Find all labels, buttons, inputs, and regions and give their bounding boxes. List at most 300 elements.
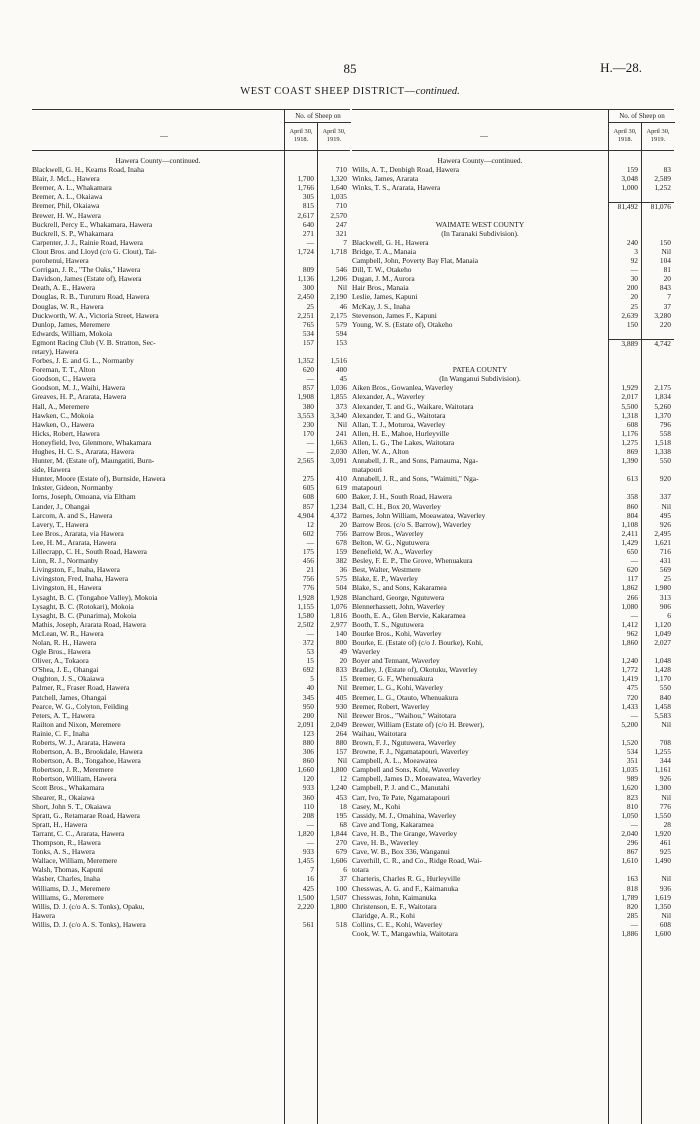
value-1918: 305 — [302, 193, 314, 202]
row-name: Robertson, A. B., Brookdale, Hawera — [32, 748, 143, 757]
table-row — [32, 766, 350, 775]
table-row — [32, 321, 350, 330]
section-heading — [352, 366, 674, 375]
value-1919: 1,550 — [654, 811, 671, 820]
value-1919: 2,570 — [330, 211, 347, 220]
table-row — [352, 184, 674, 193]
value-1919: 337 — [659, 493, 671, 502]
value-1919: 2,589 — [654, 175, 671, 184]
row-name: Campbell, James D., Moeawatea, Waverley — [352, 775, 481, 784]
value-1918: 266 — [626, 593, 638, 602]
table-row — [352, 312, 674, 321]
row-name: Cook, W. T., Mangawhia, Waitotara — [352, 929, 458, 938]
value-1918: — — [306, 438, 314, 447]
table-row — [352, 166, 674, 175]
table-row — [32, 566, 350, 575]
value-1919: 920 — [659, 475, 671, 484]
value-1918: 810 — [626, 802, 638, 811]
value-1919: 1,834 — [654, 393, 671, 402]
value-1919 — [317, 157, 350, 166]
value-1919: 247 — [335, 220, 347, 229]
table-row — [32, 466, 350, 475]
table-row — [32, 612, 350, 621]
value-1919: 550 — [659, 457, 671, 466]
table-row — [32, 557, 350, 566]
value-1918: 175 — [302, 548, 314, 557]
header-dash: — — [480, 131, 488, 140]
row-name: retary), Hawera — [32, 347, 79, 356]
table-row — [32, 439, 350, 448]
table-row — [352, 639, 674, 648]
value-1919: 431 — [659, 557, 671, 566]
value-1918: 1,929 — [621, 384, 638, 393]
table-row — [352, 239, 674, 248]
row-name: Booth, T. S., Ngutuwera — [352, 620, 424, 629]
table-row — [352, 648, 674, 657]
value-1919: 2,175 — [330, 311, 347, 320]
row-name: Palmer, R., Fraser Road, Hawera — [32, 684, 130, 693]
value-1919: 608 — [659, 920, 671, 929]
row-name: Inkster, Gideon, Normanby — [32, 484, 113, 493]
value-1918: 1,520 — [621, 739, 638, 747]
table-row — [32, 921, 350, 930]
section-heading — [352, 221, 674, 230]
table-row — [352, 575, 674, 584]
value-1918 — [284, 466, 317, 475]
section-heading — [352, 157, 674, 166]
table-row — [32, 293, 350, 302]
row-name: Robertson, A. B., Tongahoe, Hawera — [32, 757, 141, 766]
row-name: Duckworth, W. A., Victoria Street, Hawera — [32, 311, 159, 320]
value-1918 — [608, 466, 641, 475]
value-1918: 1,108 — [621, 520, 638, 529]
value-1918: 1,176 — [621, 429, 638, 438]
value-1918: 776 — [302, 584, 314, 593]
row-name — [352, 202, 608, 211]
row-name: Bremer, G. F., Whenuakura — [352, 675, 434, 684]
value-1918: 360 — [302, 793, 314, 802]
value-1918: 208 — [302, 811, 314, 820]
table-row — [352, 657, 674, 666]
table-row — [32, 393, 350, 402]
row-name: Mathis, Joseph, Ararata Road, Hawera — [32, 620, 146, 629]
table-row — [352, 830, 674, 839]
section-heading — [352, 375, 674, 384]
value-1918: 765 — [302, 320, 314, 329]
row-name: Alexander, T. and G., Waitotara — [352, 411, 446, 420]
value-1919: 159 — [335, 548, 347, 557]
value-1919: 195 — [335, 811, 347, 820]
value-1919: 45 — [339, 375, 347, 384]
value-1918: 30 — [630, 275, 638, 284]
table-row — [352, 857, 674, 866]
table-row — [352, 739, 674, 748]
table-row — [352, 675, 674, 684]
table-row — [32, 484, 350, 493]
table-row — [352, 748, 674, 757]
row-name: Hair Bros., Manaia — [352, 284, 409, 293]
value-1918: 1,419 — [621, 675, 638, 684]
value-1919: 1,490 — [654, 857, 671, 866]
row-name — [352, 339, 608, 348]
row-name: Forbes, J. E. and G. L., Normanby — [32, 357, 134, 366]
value-1919: 1,600 — [654, 929, 671, 938]
row-name: Cave and Tong, Kakaramea — [352, 820, 434, 829]
row-name: Douglas, W. R., Hawera — [32, 302, 104, 311]
value-1918: 3 — [634, 247, 638, 256]
table-row — [352, 839, 674, 848]
value-1919 — [641, 866, 674, 875]
value-1918: 5,500 — [621, 402, 638, 411]
value-1919 — [641, 157, 674, 166]
row-name: Alexander, A., Waverley — [352, 393, 425, 402]
row-name: Bradley, J. (Estate of), Okotuku, Waverley — [352, 666, 478, 675]
table-row — [352, 248, 674, 257]
row-name: Bremer, L. G., Kohi, Waverley — [352, 684, 444, 693]
row-name: Best, Walter, Westmere — [352, 566, 421, 575]
value-1919: 3,340 — [330, 411, 347, 420]
row-name: Davidson, James (Estate of), Hawera — [32, 275, 142, 284]
row-name: Oughton, J. S., Okaiawa — [32, 675, 105, 684]
value-1919: 678 — [335, 538, 347, 547]
value-1918: 200 — [302, 711, 314, 720]
value-1919: Nil — [661, 911, 671, 920]
value-1919: 81,076 — [641, 202, 674, 211]
value-1918: 380 — [302, 402, 314, 411]
row-name: Livingston, H., Hawera — [32, 584, 102, 593]
value-1919: Nil — [661, 247, 671, 256]
value-1918: 2,411 — [621, 529, 638, 538]
table-row — [32, 875, 350, 884]
value-1918: 620 — [302, 366, 314, 375]
value-1919 — [641, 366, 674, 375]
table-row — [32, 184, 350, 193]
value-1919: 1,800 — [330, 902, 347, 911]
value-1918: 296 — [626, 839, 638, 848]
left-table-header — [32, 109, 350, 151]
row-name: O'Shea, J. E., Ohangai — [32, 666, 99, 675]
value-1919: 321 — [335, 229, 347, 238]
value-1919: 15 — [339, 675, 347, 684]
table-row — [352, 794, 674, 803]
value-1918: 857 — [302, 502, 314, 511]
table-row — [32, 284, 350, 293]
value-1918: 869 — [626, 448, 638, 456]
row-name: Pearce, W. G., Colyton, Feilding — [32, 702, 129, 711]
value-1919: 1,800 — [330, 766, 347, 775]
row-name: Winks, T. S., Ararata, Hawera — [352, 184, 441, 193]
value-1919 — [641, 730, 674, 739]
value-1918: 823 — [626, 793, 638, 802]
table-row — [32, 384, 350, 393]
value-1919: 796 — [659, 420, 671, 429]
row-name: porohenui, Hawera — [32, 257, 89, 266]
value-1919: 906 — [659, 602, 671, 611]
table-row — [352, 421, 674, 430]
row-name: Annabell, J. R., and Sons, "Waimiti," Nga- — [352, 475, 479, 484]
value-1918: 650 — [626, 548, 638, 557]
value-1918: — — [630, 611, 638, 620]
value-1918: 804 — [626, 511, 638, 520]
table-row — [32, 848, 350, 857]
table-row — [32, 839, 350, 848]
table-row — [32, 266, 350, 275]
value-1919: 150 — [659, 238, 671, 247]
value-1919: 1,252 — [654, 184, 671, 193]
value-1918: 602 — [302, 529, 314, 538]
value-1918: 3,889 — [608, 339, 641, 348]
value-1918: 1,412 — [621, 620, 638, 629]
value-1918: 16 — [306, 875, 314, 884]
value-1919: 410 — [335, 475, 347, 484]
row-name: Bridge, T. A., Manaia — [352, 247, 416, 256]
row-name: Oliver, A., Tokaora — [32, 657, 89, 666]
value-1919: Nil — [337, 711, 347, 720]
value-1918: 1,908 — [297, 393, 314, 402]
table-row — [32, 548, 350, 557]
row-name: Honeyfield, Ivo, Glenmore, Whakamara — [32, 438, 152, 447]
value-1918: 1,886 — [621, 929, 638, 938]
value-1919: 925 — [659, 848, 671, 857]
right-table-header — [352, 109, 674, 151]
value-1919: 20 — [339, 657, 347, 666]
table-row — [352, 484, 674, 493]
row-name: Ogle Bros., Hawera — [32, 648, 91, 657]
row-name: Lysaght, B. C. (Rotokari), Mokoia — [32, 602, 134, 611]
value-1918: 2,220 — [297, 902, 314, 911]
row-name: Hicks, Robert, Hawera — [32, 429, 100, 438]
row-name: Cave, W. B., Box 336, Wanganui — [352, 848, 450, 857]
value-1919: Nil — [337, 284, 347, 293]
value-1919: 157 — [335, 748, 347, 757]
value-1919: 264 — [335, 729, 347, 738]
row-name: Bremer, A. L., Okaiawa — [32, 193, 103, 202]
row-name: Clout Bros. and Lloyd (c/o G. Clout), Tai- — [32, 247, 157, 256]
value-1918: 21 — [306, 566, 314, 575]
value-1918: 15 — [306, 657, 314, 666]
row-name: Brewer, William (Estate of) (c/o H. Brewer), — [352, 720, 485, 729]
value-1918: — — [306, 538, 314, 547]
value-1918 — [608, 221, 641, 230]
page-number: 85 — [343, 61, 357, 76]
row-name: Corrigan, J. R., "The Oaks," Hawera — [32, 266, 141, 275]
row-name: Hawken, O., Hawera — [32, 420, 95, 429]
value-1918: 561 — [302, 920, 314, 929]
table-row — [32, 784, 350, 793]
value-1918 — [284, 166, 317, 175]
table-row — [32, 603, 350, 612]
value-1919: 453 — [335, 793, 347, 802]
value-1919: 1,718 — [330, 247, 347, 256]
row-name: Alexander, T. and G., Waikare, Waitotara — [352, 402, 474, 411]
table-row — [32, 521, 350, 530]
col-1918-heading: April 30, 1918. — [608, 122, 641, 150]
table-row — [352, 894, 674, 903]
value-1918: — — [306, 238, 314, 247]
value-1919: 1,507 — [330, 893, 347, 902]
value-1919: 1,320 — [330, 175, 347, 184]
value-1919: 5,583 — [654, 711, 671, 720]
row-name: McKay, J. S., Inaha — [352, 302, 411, 311]
row-name: Benefield, W. A., Waverley — [352, 548, 433, 557]
value-1918: 425 — [302, 884, 314, 893]
table-row — [352, 921, 674, 930]
row-name: Patchell, James, Ohangai — [32, 693, 107, 702]
table-row — [32, 448, 350, 457]
value-1919: 619 — [335, 484, 347, 493]
row-name: Brewer, H. W., Hawera — [32, 211, 101, 220]
sheep-heading: No. of Sheep on — [608, 110, 675, 123]
table-row — [32, 648, 350, 657]
value-1918: 620 — [626, 566, 638, 575]
value-1918: 20 — [630, 293, 638, 302]
table-row — [352, 430, 674, 439]
row-name: Allen, H. E., Mahoe, Hurleyville — [352, 429, 450, 438]
value-1918: 1,155 — [297, 602, 314, 611]
value-1918: 475 — [626, 684, 638, 693]
value-1918: 818 — [626, 884, 638, 893]
table-row — [352, 175, 674, 184]
table-row — [32, 503, 350, 512]
row-name: Barrow Bros. (c/o S. Barrow), Waverley — [352, 520, 472, 529]
table-row — [32, 366, 350, 375]
table-row — [352, 766, 674, 775]
table-row — [352, 594, 674, 603]
section-heading — [32, 157, 350, 166]
row-name: Dugan, J. M., Aurora — [352, 275, 415, 284]
row-name: Blake, E. P., Waverley — [352, 575, 418, 584]
value-1918 — [608, 375, 641, 384]
table-row — [32, 684, 350, 693]
table-row — [352, 384, 674, 393]
value-1918: 170 — [302, 429, 314, 438]
left-table-body — [32, 151, 350, 1124]
table-row — [32, 748, 350, 757]
row-name: Lillecrapp, C. H., South Road, Hawera — [32, 548, 147, 557]
value-1919: 3,280 — [654, 311, 671, 320]
table-row — [352, 557, 674, 566]
table-row — [352, 503, 674, 512]
table-row — [32, 757, 350, 766]
value-1919 — [641, 484, 674, 493]
row-name: Young, W. S. (Estate of), Otakeho — [352, 320, 453, 329]
row-name: Cave, H. B., Waverley — [352, 839, 419, 848]
table-row — [352, 775, 674, 784]
value-1919: 7 — [343, 238, 347, 247]
right-table-body — [352, 151, 674, 1124]
title-main: WEST COAST SHEEP DISTRICT— — [240, 86, 416, 97]
value-1918: 456 — [302, 557, 314, 566]
document-code: H.—28. — [600, 60, 642, 75]
value-1918: 1,390 — [621, 457, 638, 466]
row-name: Walsh, Thomas, Kapuni — [32, 866, 104, 875]
row-name: Tarrant, C. C., Ararata, Hawera — [32, 829, 125, 838]
row-name: Campbell, P. J. and C., Manutahi — [352, 784, 450, 793]
value-1919: 1,350 — [654, 902, 671, 911]
value-1919: 36 — [339, 566, 347, 575]
total-row — [352, 339, 674, 348]
value-1918: 1,620 — [621, 784, 638, 793]
table-row — [32, 230, 350, 239]
value-1919: 153 — [335, 338, 347, 347]
total-row — [352, 202, 674, 211]
table-row — [352, 530, 674, 539]
row-name: Waverley — [352, 648, 381, 657]
row-name: Rainie, C. F., Inaha — [32, 729, 90, 738]
row-name: Bremer, L. G., Otauto, Whenuakura — [352, 693, 459, 702]
value-1918: 1,050 — [621, 811, 638, 820]
table-row — [352, 885, 674, 894]
row-name: (In Taranaki Subdivision). — [441, 229, 519, 238]
row-name: Hughes, H. C. S., Ararata, Hawera — [32, 448, 135, 456]
table-row — [32, 794, 350, 803]
value-1919: 68 — [339, 820, 347, 829]
value-1918: 200 — [626, 284, 638, 293]
value-1919: Nil — [337, 757, 347, 766]
table-row — [352, 603, 674, 612]
value-1918: 285 — [626, 911, 638, 920]
table-row — [32, 221, 350, 230]
row-name: Short, John S. T., Okaiawa — [32, 802, 111, 811]
value-1918: 1,820 — [297, 829, 314, 838]
value-1918: 1,433 — [621, 702, 638, 711]
row-name: Bremer, Phil, Okaiawa — [32, 202, 100, 211]
value-1919: 18 — [339, 802, 347, 811]
table-row — [32, 339, 350, 348]
value-1918: 7 — [310, 866, 314, 875]
value-1918: 1,455 — [297, 857, 314, 866]
row-name: Barnes, John William, Moeawatea, Waverley — [352, 511, 486, 520]
row-name: Besley, F. E. P., The Grove, Whenuakura — [352, 557, 473, 566]
row-name: Hawera — [32, 911, 55, 920]
row-name: Williams, G., Meremere — [32, 893, 104, 902]
value-1919: 3,091 — [330, 457, 347, 466]
row-name: Charteris, Charles R. G., Hurleyville — [352, 875, 461, 884]
value-1919: 569 — [659, 566, 671, 575]
value-1919: 518 — [335, 920, 347, 929]
value-1918: 1,766 — [297, 184, 314, 193]
value-1918 — [284, 257, 317, 266]
row-name: Blake, S., and Sons, Kakaramea — [352, 584, 447, 593]
value-1918: 605 — [302, 484, 314, 493]
value-1918: 756 — [302, 575, 314, 584]
row-name: Campbell, John, Poverty Bay Flat, Manaia — [352, 257, 479, 266]
table-row — [32, 539, 350, 548]
row-name: Buckrell, S. P., Whakamara — [32, 229, 114, 238]
row-name: Leslie, James, Kapuni — [352, 293, 418, 302]
value-1919: Nil — [337, 420, 347, 429]
row-name: Linn, R. J., Normanby — [32, 557, 99, 566]
value-1919 — [641, 375, 674, 384]
row-name: Campbell, A. L., Moeawatea — [352, 757, 438, 766]
table-row — [352, 694, 674, 703]
value-1918 — [608, 230, 641, 239]
value-1918: — — [306, 629, 314, 638]
row-name: Claridge, A. R., Kohi — [352, 911, 416, 920]
value-1918: 608 — [302, 493, 314, 502]
value-1918: 860 — [302, 757, 314, 766]
value-1919: 926 — [659, 520, 671, 529]
table-row — [352, 612, 674, 621]
table-row — [352, 393, 674, 402]
value-1919: 594 — [335, 329, 347, 338]
table-row — [352, 539, 674, 548]
value-1918: 157 — [302, 338, 314, 347]
value-1918: 2,450 — [297, 293, 314, 302]
value-1919: Nil — [661, 875, 671, 884]
row-name: Caverhill, C. R., and Co., Ridge Road, Wai- — [352, 857, 482, 866]
value-1919: 1,048 — [654, 657, 671, 666]
